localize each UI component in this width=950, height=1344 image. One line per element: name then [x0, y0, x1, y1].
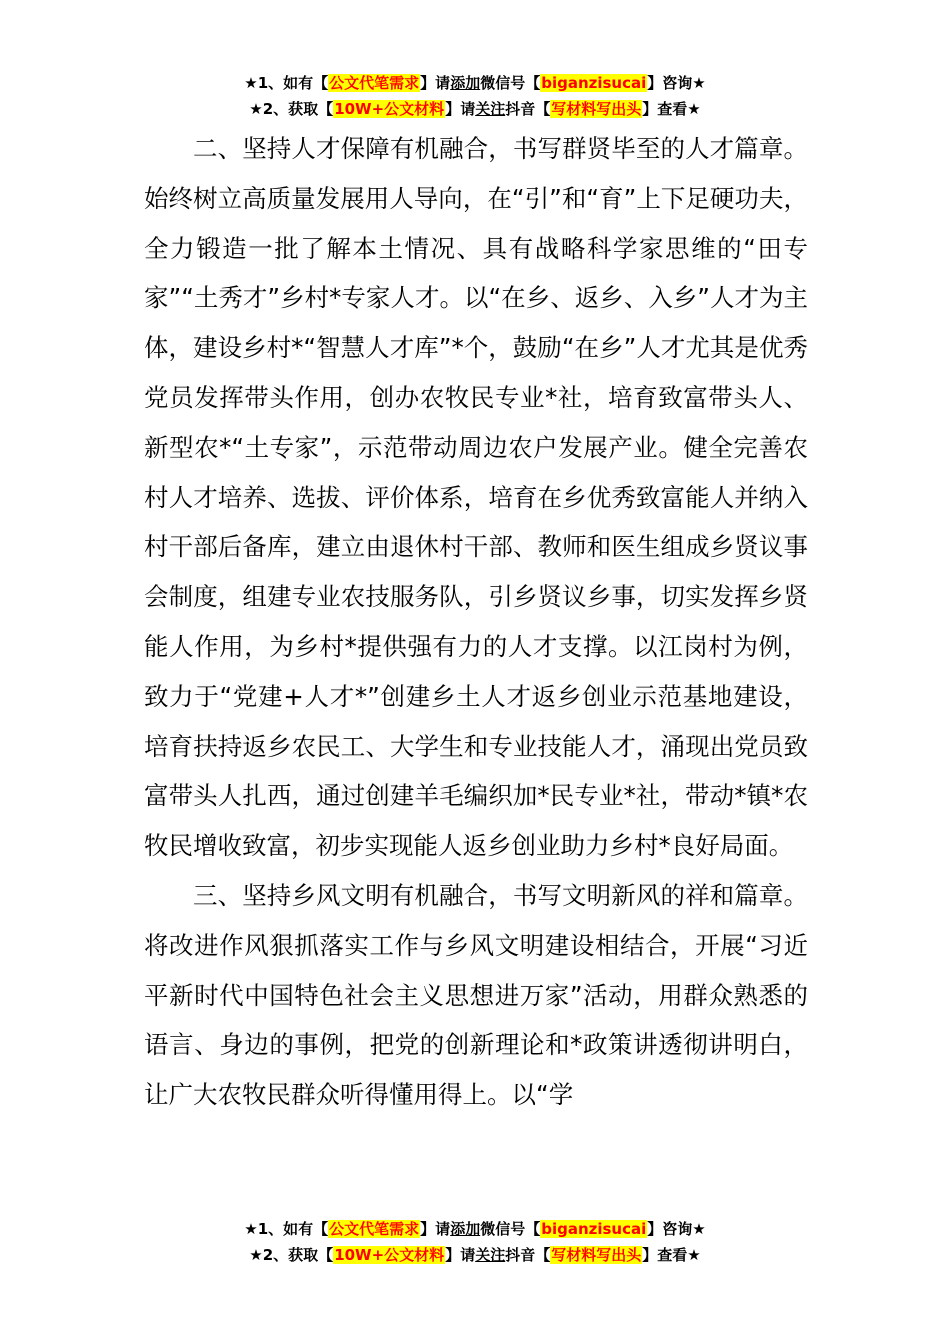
paragraph-talent: 二、坚持人才保障有机融合，书写群贤毕至的人才篇章。始终树立高质量发展用人导向，在“引”和“育”上下足硬功夫，全力锻造一批了解本土情况、具有战略科学家思维的“田专家”“土秀才”乡村*专家人才。以“在乡、返乡、入乡”人才为主体，建设乡村*“智慧人才库”*个，鼓励“在乡”人才尤其是优秀党员发挥带头作用，创办农牧民专业*社，培育致富带头人、新型农*“土专家”，示范带动周边农户发展产业。健全完善农村人才培养、选拔、评价体系，培育在乡优秀致富能人并纳入村干部后备库，建立由退休村干部、教师和医生组成乡贤议事会制度，组建专业农技服务队，引乡贤议乡事，切实发挥乡贤能人作用，为乡村*提供强有力的人才支撑。以江岗村为例，致力于“党建+人才*”创建乡土人才返乡创业示范基地建设，培育扶持返乡农民工、大学生和专业技能人才，涌现出党员致富带头人扎西，通过创建羊毛编织加*民专业*社，带动*镇*农牧民增收致富，初步实现能人返乡创业助力乡村*良好局面。	[144, 134, 808, 861]
banner-underline-text: 添加	[450, 1220, 481, 1238]
banner-underline-text: 添加	[450, 74, 481, 92]
banner-text: 抖音【	[505, 100, 551, 118]
banner-text: 】咨询★	[647, 74, 706, 92]
banner-text: 】咨询★	[647, 1220, 706, 1238]
banner-text: ★2、获取【	[249, 100, 334, 118]
banner-line-2	[0, 96, 950, 122]
banner-text: 】请	[420, 74, 451, 92]
banner-text: 】请	[445, 1246, 476, 1264]
banner-highlight-wechat-id: biganzisucai	[541, 1220, 647, 1238]
banner-text: 】查看★	[642, 1246, 701, 1264]
banner-highlight-douyin: 写材料写出头	[551, 1246, 642, 1264]
banner-line-1	[0, 70, 950, 96]
banner-text: ★1、如有【	[244, 74, 329, 92]
banner-highlight-wechat-id: biganzisucai	[541, 74, 647, 92]
banner-line-1	[0, 1216, 950, 1242]
banner-highlight-materials: 10W+公文材料	[334, 100, 445, 118]
header-banner	[0, 70, 950, 122]
banner-text: 微信号【	[480, 74, 541, 92]
banner-underline-text: 关注	[475, 100, 506, 118]
paragraph-civilization: 三、坚持乡风文明有机融合，书写文明新风的祥和篇章。将改进作风狠抓落实工作与乡风文明建设相结合，开展“习近平新时代中国特色社会主义思想进万家”活动，用群众熟悉的语言、身边的事例，把党的创新理论和*政策讲透彻讲明白，让广大农牧民群众听得懂用得上。以“学	[144, 880, 808, 1110]
banner-text: 】请	[445, 100, 476, 118]
banner-text: 】请	[420, 1220, 451, 1238]
footer-banner	[0, 1216, 950, 1268]
banner-highlight-service: 公文代笔需求	[329, 74, 420, 92]
banner-text: 抖音【	[505, 1246, 551, 1264]
banner-underline-text: 关注	[475, 1246, 506, 1264]
banner-text: ★1、如有【	[244, 1220, 329, 1238]
banner-text: 】查看★	[642, 100, 701, 118]
banner-text: ★2、获取【	[249, 1246, 334, 1264]
banner-highlight-douyin: 写材料写出头	[551, 100, 642, 118]
banner-line-2	[0, 1242, 950, 1268]
document-body	[144, 124, 808, 1120]
banner-highlight-materials: 10W+公文材料	[334, 1246, 445, 1264]
banner-highlight-service: 公文代笔需求	[329, 1220, 420, 1238]
banner-text: 微信号【	[480, 1220, 541, 1238]
